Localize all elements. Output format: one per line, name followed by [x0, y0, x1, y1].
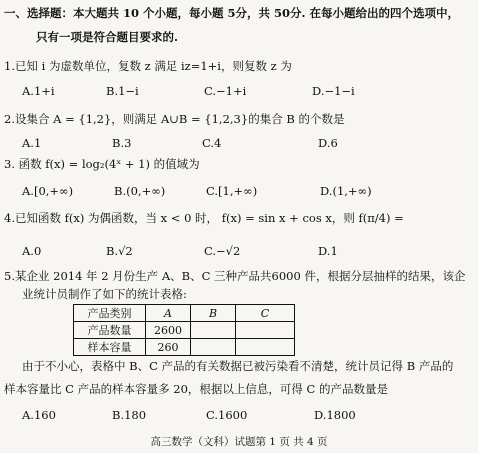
- option-c: C.4: [202, 136, 222, 150]
- table-header-row: [74, 305, 295, 322]
- table-row: [74, 322, 295, 339]
- table-cell: [191, 339, 236, 356]
- table-cell: 260: [146, 339, 191, 356]
- table-cell: [236, 339, 295, 356]
- table-cell: 样本容量: [74, 339, 146, 356]
- table-cell: [236, 322, 295, 339]
- option-c: C.1600: [206, 408, 248, 422]
- question-5-stem-line-4: 样本容量比 C 产品的样本容量多 20，根据以上信息，可得 C 的产品数量是: [4, 382, 389, 396]
- section-heading: 一、选择题：本大题共 10 个小题，每小题 5分，共 50分. 在每小题给出的四个选项中，: [4, 6, 460, 20]
- section-heading-continued: 只有一项是符合题目要求的.: [36, 30, 179, 44]
- option-c: C.−√2: [204, 244, 241, 258]
- table-cell: 2600: [146, 322, 191, 339]
- option-a: A.1: [22, 136, 42, 150]
- option-b: B.3: [112, 136, 132, 150]
- statistics-table: [73, 304, 295, 356]
- table-cell: 产品数量: [74, 322, 146, 339]
- table-row: [74, 339, 295, 356]
- table-header-cell: C: [236, 305, 295, 322]
- question-5-stem-line-3: 由于不小心，表格中 B、C 产品的有关数据已被污染看不清楚，统计员记得 B 产品的: [22, 359, 454, 373]
- option-d: D.1800: [314, 408, 356, 422]
- table-header-cell: 产品类别: [74, 305, 146, 322]
- option-a: A.[0,+∞): [22, 184, 74, 198]
- option-b: B.(0,+∞): [114, 184, 166, 198]
- question-2-stem: 2.设集合 A = {1,2}，则满足 A∪B = {1,2,3}的集合 B 的个数是: [4, 112, 345, 126]
- question-5-stem-line-2: 业统计员制作了如下的统计表格:: [22, 287, 187, 301]
- option-b: B.180: [112, 408, 147, 422]
- option-d: D.1: [318, 244, 338, 258]
- option-d: D.−1−i: [312, 84, 355, 98]
- page-footer: 高三数学（文科）试题第 1 页 共 4 页: [150, 436, 328, 448]
- option-d: D.(1,+∞): [320, 184, 372, 198]
- question-4-stem: 4.已知函数 f(x) 为偶函数，当 x < 0 时， f(x) = sin x + cos x，则 f(π/4) =: [4, 211, 404, 225]
- option-b: B.1−i: [106, 84, 139, 98]
- table-header-cell: A: [146, 305, 191, 322]
- option-c: C.[1,+∞): [206, 184, 258, 198]
- question-1-stem: 1.已知 i 为虚数单位，复数 z 满足 iz=1+i，则复数 z 为: [4, 59, 292, 73]
- table-header-cell: B: [191, 305, 236, 322]
- option-c: C.−1+i: [204, 84, 247, 98]
- table-cell: [191, 322, 236, 339]
- question-5-stem-line-1: 5.某企业 2014 年 2 月份生产 A、B、C 三种产品共6000 件，根据分层抽样的结果，该企: [4, 269, 466, 283]
- option-a: A.0: [22, 244, 42, 258]
- question-3-stem: 3. 函数 f(x) = log₂(4ˣ + 1) 的值域为: [4, 157, 200, 171]
- option-d: D.6: [318, 136, 338, 150]
- option-a: A.160: [22, 408, 56, 422]
- option-b: B.√2: [106, 244, 133, 258]
- option-a: A.1+i: [22, 84, 55, 98]
